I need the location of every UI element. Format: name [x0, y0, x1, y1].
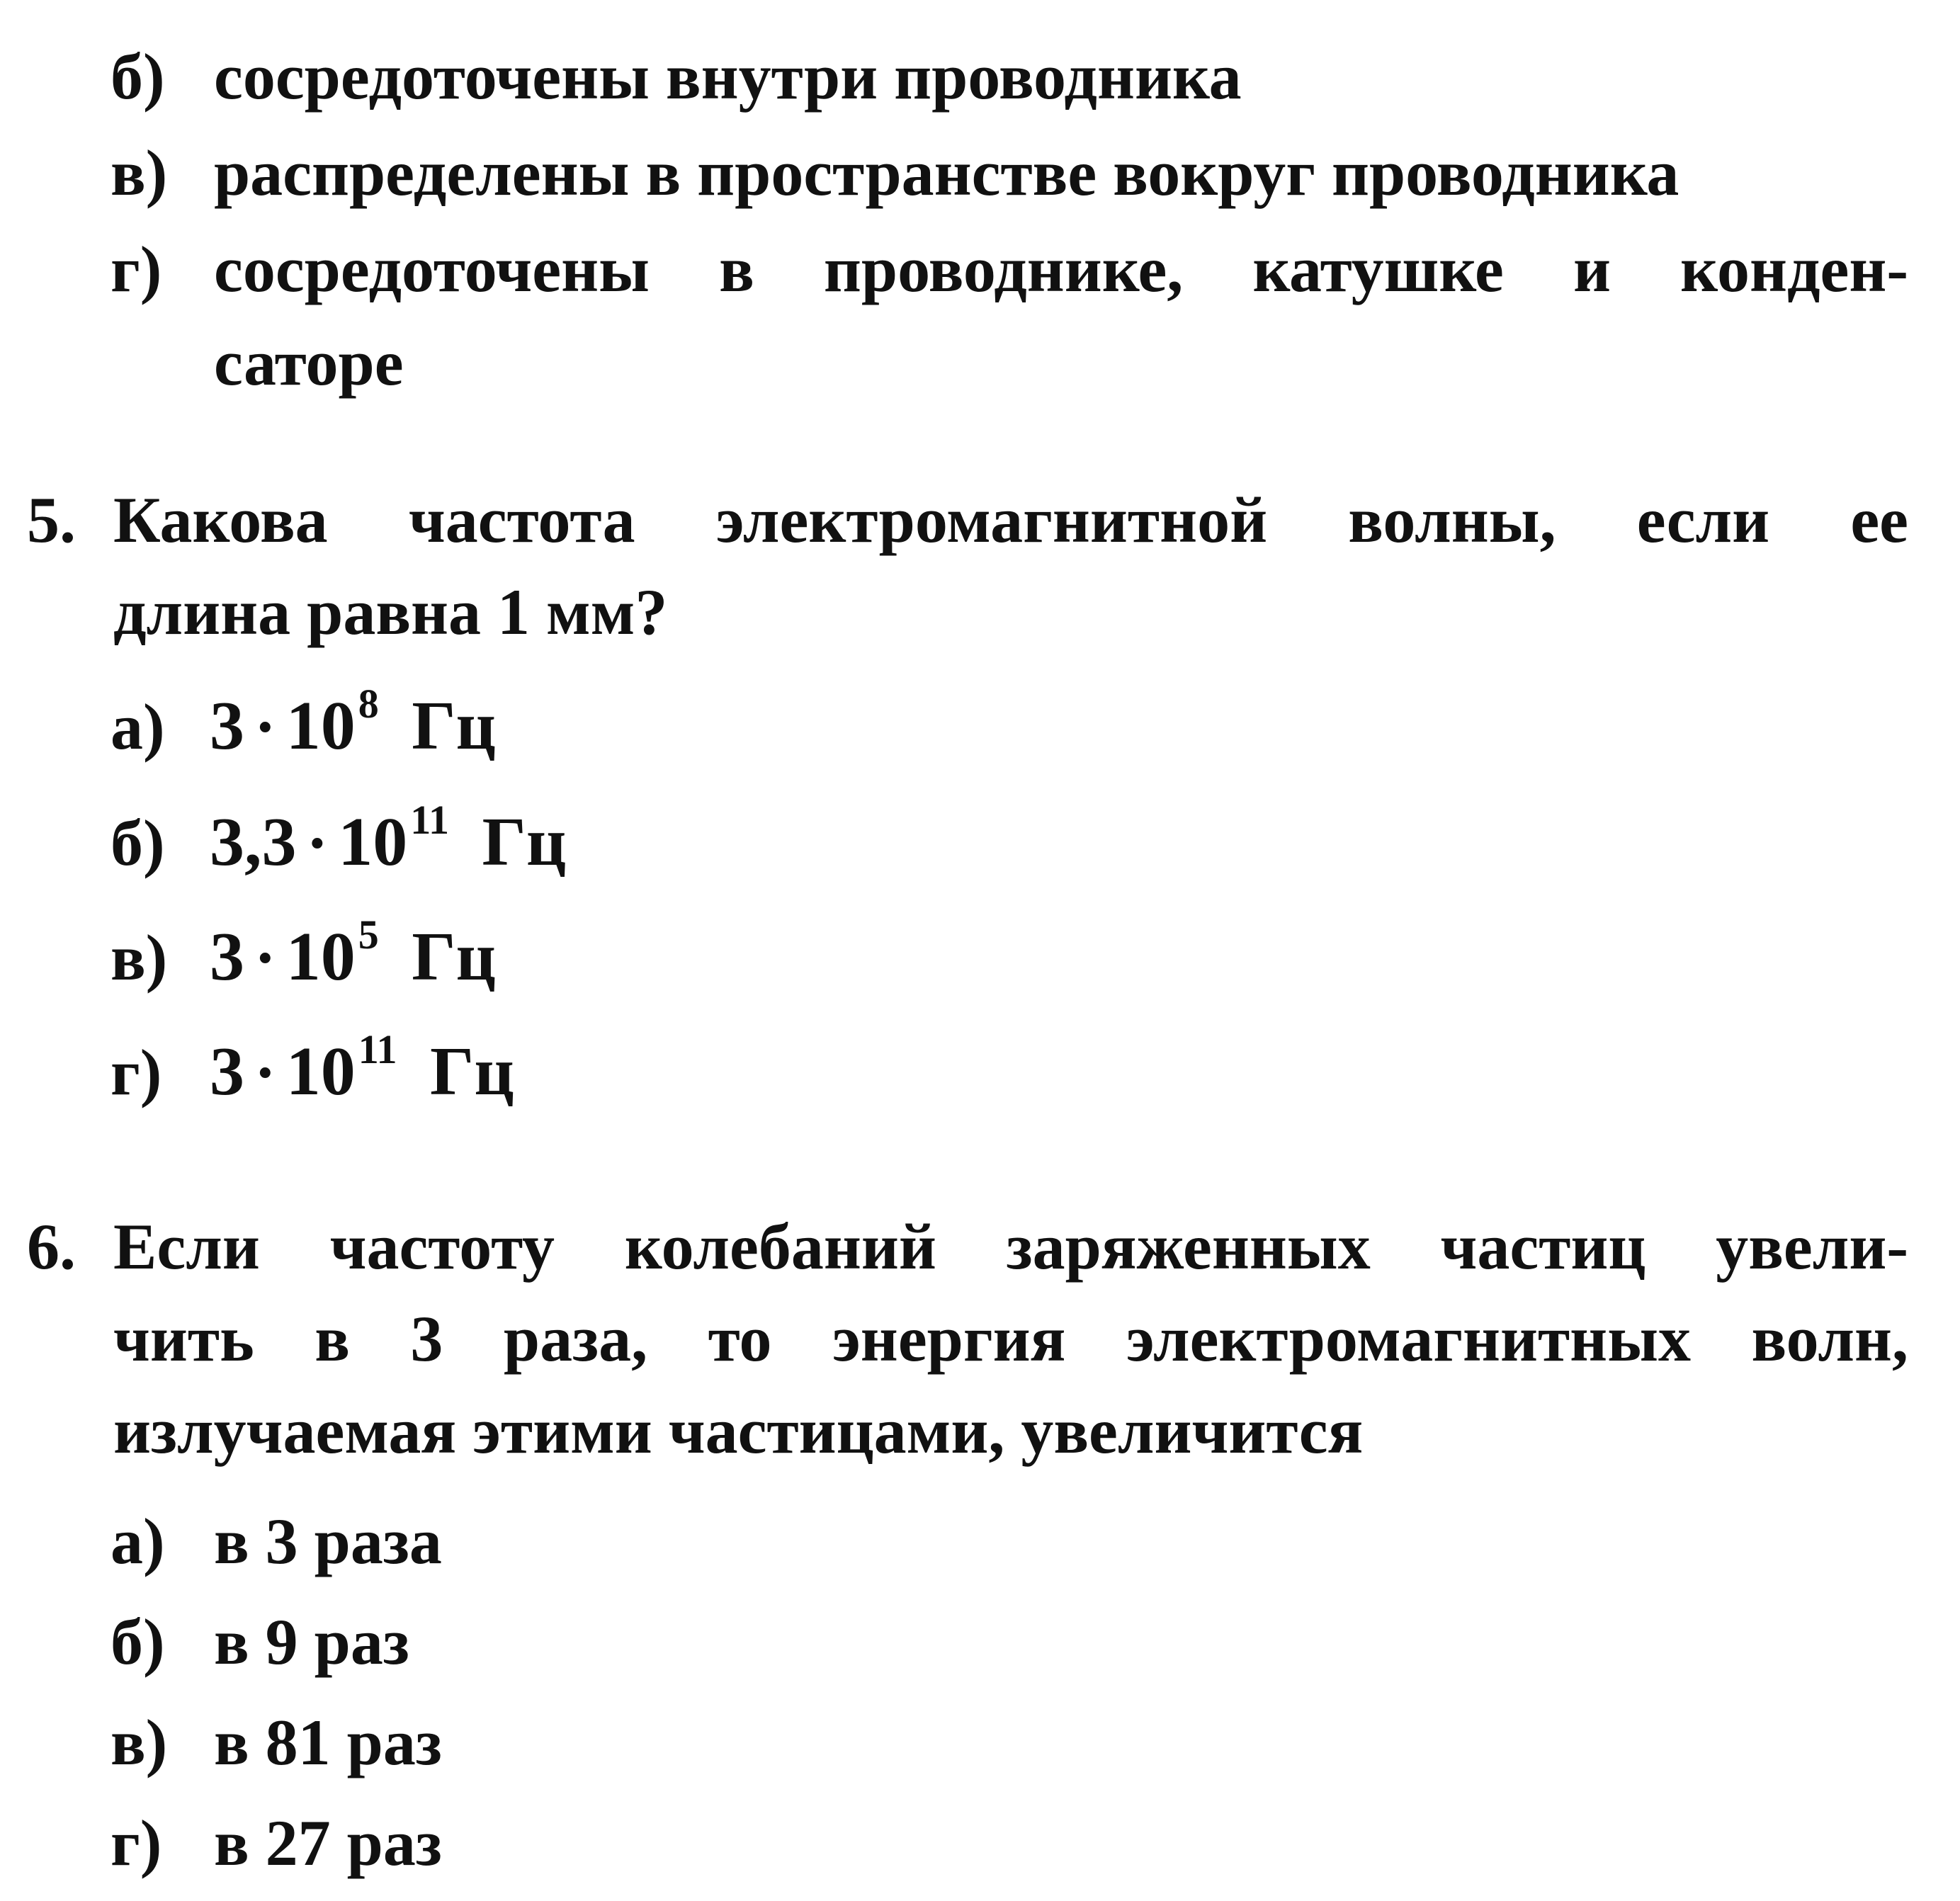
option-letter: б): [111, 1606, 165, 1678]
unit: Гц: [430, 1033, 514, 1110]
option-letter: в): [111, 1706, 168, 1778]
option-letter: а): [111, 691, 165, 763]
exponent: 5: [358, 912, 379, 958]
option-letter: в): [111, 921, 168, 994]
exponent: 11: [410, 797, 449, 843]
question-text: Если частоту колебаний заряженных частиц увели-: [113, 1210, 1908, 1283]
option-letter: г): [111, 233, 162, 305]
option-text: в 9 раз: [214, 1606, 409, 1678]
question-number: 5.: [27, 484, 76, 556]
option-letter: в): [111, 137, 168, 209]
mantissa: 3: [210, 1033, 244, 1110]
question-text: излучаемая этими частицами, увеличится: [113, 1395, 1364, 1467]
power-base: 10: [285, 1033, 356, 1110]
option-letter: б): [111, 807, 165, 879]
option-letter: б): [111, 40, 165, 113]
option-value: [210, 681, 497, 764]
option-text: в 3 раза: [214, 1505, 442, 1577]
question-text: длина равна 1 мм?: [113, 576, 668, 648]
power-base: 10: [285, 688, 356, 764]
option-letter: а): [111, 1505, 165, 1577]
option-letter: г): [111, 1036, 162, 1108]
question-text: чить в 3 раза, то энергия электромагнитных волн,: [113, 1303, 1908, 1375]
exponent: 8: [358, 681, 379, 727]
mantissa: 3: [210, 688, 244, 764]
unit: Гц: [412, 919, 497, 995]
option-text: распределены в пространстве вокруг проводника: [214, 137, 1679, 209]
option-text: сосредоточены в проводнике, катушке и конден-: [214, 233, 1908, 305]
multiply-sign: ·: [254, 921, 276, 994]
power-base: 10: [285, 919, 356, 995]
option-text: в 27 раз: [214, 1807, 442, 1879]
option-text: в 81 раз: [214, 1706, 442, 1778]
option-letter: г): [111, 1807, 162, 1879]
option-value: [210, 1026, 514, 1110]
power-base: 10: [338, 804, 408, 880]
multiply-sign: ·: [254, 691, 276, 763]
mantissa: 3,3: [210, 804, 297, 880]
option-value: [210, 912, 497, 995]
multiply-sign: ·: [306, 807, 329, 879]
question-number: 6.: [27, 1210, 76, 1283]
unit: Гц: [482, 804, 567, 880]
option-text-continued: саторе: [214, 327, 404, 399]
unit: Гц: [412, 688, 497, 764]
option-text: сосредоточены внутри проводника: [214, 40, 1242, 113]
multiply-sign: ·: [254, 1036, 276, 1108]
mantissa: 3: [210, 919, 244, 995]
question-text: Какова частота электромагнитной волны, если ее: [113, 484, 1908, 556]
option-value: [210, 797, 567, 880]
exponent: 11: [358, 1026, 397, 1072]
